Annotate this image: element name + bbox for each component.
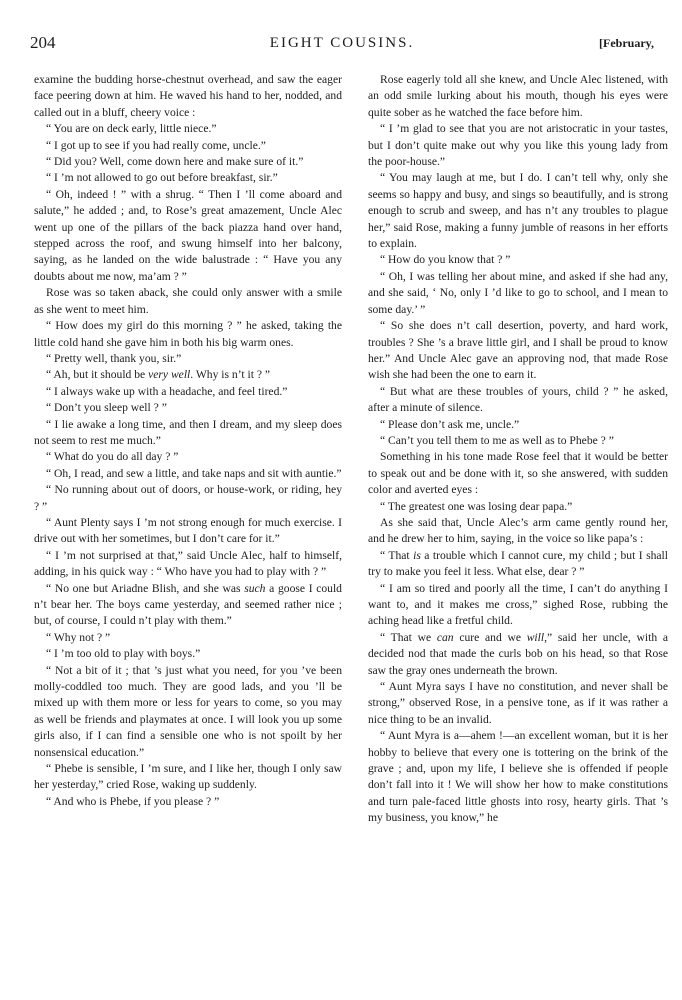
paragraph: “ Not a bit of it ; that ’s just what you need, for you ’ve been molly-coddled too much. They are good lads, and you ’ll be mixed up with them more or less for years to come, so you may as well be friends and playmates at once. I will look you up some girls also, if I can find a sensible one who is not spoilt by her nonsensical education.” — [34, 663, 342, 759]
paragraph: “ I ’m not surprised at that,” said Uncle Alec, half to himself, adding, in his quick way : “ Who have you had to play with ? ” — [34, 548, 342, 579]
paragraph: “ I lie awake a long time, and then I dream, and my sleep does not seem to rest me much.” — [34, 417, 342, 447]
paragraph: “ I ’m glad to see that you are not aristocratic in your tastes, but I don’t quite make out why you like this young lady from the poor-house.” — [368, 122, 668, 169]
paragraph: “ How do you know that ? ” — [380, 253, 511, 267]
running-month: [February, — [599, 36, 654, 50]
emphasis: will — [526, 630, 545, 644]
emphasis: is — [413, 548, 421, 562]
paragraph: “ That is a trouble which I cannot cure, my child ; but I shall try to make you feel it less. What else, dear ? ” — [368, 548, 668, 579]
paragraph: “ I am so tired and poorly all the time, I can’t do anything I want to, and it makes me cross,” sighed Rose, rubbing the aching head like a fretful child. — [368, 581, 668, 628]
paragraph: “ You may laugh at me, but I do. I can’t tell why, only she seems so happy and busy, and sings so beautifully, and is strong enough to scrub and sweep, and has n’t any troubles to plague her,” said Rose, making a funny jumble of reasons in her efforts to explain. — [368, 171, 668, 251]
paragraph: “ Did you? Well, come down here and make sure of it.” — [46, 155, 304, 169]
paragraph: “ I ’m not allowed to go out before breakfast, sir.” — [46, 171, 278, 185]
paragraph: “ You are on deck early, little niece.” — [46, 122, 217, 136]
paragraph: “ Don’t you sleep well ? ” — [46, 401, 167, 415]
paragraph: “ That we can cure and we will,” said her uncle, with a decided nod that made the curls bob on his head, so that Rose saw the gray ones underneath the brown. — [368, 630, 668, 677]
paragraph: “ Can’t you tell them to me as well as to Phebe ? ” — [380, 433, 614, 447]
paragraph: “ What do you do all day ? ” — [46, 450, 179, 464]
paragraph: “ Phebe is sensible, I ’m sure, and I like her, though I only saw her yesterday,” cried Rose, waking up suddenly. — [34, 762, 342, 792]
running-header — [30, 30, 654, 56]
emphasis: very well — [148, 368, 191, 382]
paragraph: “ I got up to see if you had really come, uncle.” — [46, 138, 266, 152]
paragraph: “ Aunt Plenty says I ’m not strong enough for much exercise. I drive out with her sometimes, but I don’t care for it.” — [34, 515, 342, 546]
paragraph: As she said that, Uncle Alec’s arm came gently round her, and he drew her to him, saying, in the voice so like papa’s : — [368, 515, 668, 546]
paragraph: “ Please don’t ask me, uncle.” — [380, 417, 520, 431]
paragraph: “ No running about out of doors, or house-work, or riding, hey ? ” — [34, 483, 342, 513]
paragraph: “ Aunt Myra says I have no constitution, and never shall be strong,” observed Rose, in a pensive tone, as if it was rather a nice thing to be an invalid. — [368, 680, 668, 726]
emphasis: such — [244, 581, 266, 595]
paragraph: “ No one but Ariadne Blish, and she was such a goose I could n’t bear her. The boys came yesterday, and seemed rather nice ; but, of course, I could n’t play with them.” — [34, 581, 342, 628]
paragraph: “ I always wake up with a headache, and feel tired.” — [46, 384, 288, 398]
paragraph: “ So she does n’t call desertion, poverty, and hard work, troubles ? She ’s a brave little girl, and I shall be proud to know her.” And Uncle Alec gave an approving nod, that made Rose wish she had been the one to earn it. — [368, 319, 668, 382]
paragraph: “ Ah, but it should be very well. Why is n’t it ? ” — [46, 368, 271, 382]
paragraph: “ The greatest one was losing dear papa.” — [380, 499, 573, 513]
paragraph: “ And who is Phebe, if you please ? ” — [46, 794, 220, 808]
paragraph: “ Why not ? ” — [46, 630, 111, 644]
paragraph: “ Pretty well, thank you, sir.” — [46, 351, 182, 365]
right-column — [368, 72, 668, 827]
paragraph: “ Oh, indeed ! ” with a shrug. “ Then I ’ll come aboard and salute,” he added ; and, to Rose’s great amazement, Uncle Alec went up one of the pillars of the back piazza hand over hand, stepped across the roof, and swung himself into her balcony, saying, as he landed on the wide balustrade : “ Have you any doubts about me now, ma’am ? ” — [34, 187, 342, 283]
paragraph: “ Oh, I read, and sew a little, and take naps and sit with auntie.” — [46, 466, 342, 480]
emphasis: can — [436, 630, 454, 644]
paragraph: “ Oh, I was telling her about mine, and asked if she had any, and she said, ‘ No, only I ’d like to go to school, and I mean to some day.’ ” — [368, 269, 668, 316]
paragraph: “ Aunt Myra is a—ahem !—an excellent woman, but it is her hobby to believe that every one is tottering on the brink of the grave ; and, upon my life, I believe she is offended if people don’t fall into it ! We will show her how to make constitutions and turn pale-faced little ghosts into rosy, hearty girls. That ’s my business, you know,” he — [368, 729, 668, 825]
paragraph: “ But what are these troubles of yours, child ? ” he asked, after a minute of silence. — [368, 384, 668, 415]
paragraph: Rose was so taken aback, she could only answer with a smile as she went to meet him. — [34, 286, 342, 316]
running-title: EIGHT COUSINS. — [269, 35, 415, 51]
left-column — [34, 72, 342, 810]
paragraph: examine the budding horse-chestnut overhead, and saw the eager face peering down at him. He waved his hand to her, nodded, and called out in a bluff, cheery voice : — [34, 73, 342, 119]
paragraph: Something in his tone made Rose feel that it would be better to speak out and be done with it, so she answered, with sudden color and averted eyes : — [368, 450, 668, 497]
paragraph: “ I ’m too old to play with boys.” — [46, 647, 201, 661]
paragraph: Rose eagerly told all she knew, and Uncle Alec listened, with an odd smile lurking about his mouth, though his eyes were quite sober as he watched the face before him. — [368, 73, 668, 119]
page-number: 204 — [30, 33, 56, 52]
paragraph: “ How does my girl do this morning ? ” he asked, taking the little cold hand she gave him in both his big warm ones. — [34, 319, 342, 349]
